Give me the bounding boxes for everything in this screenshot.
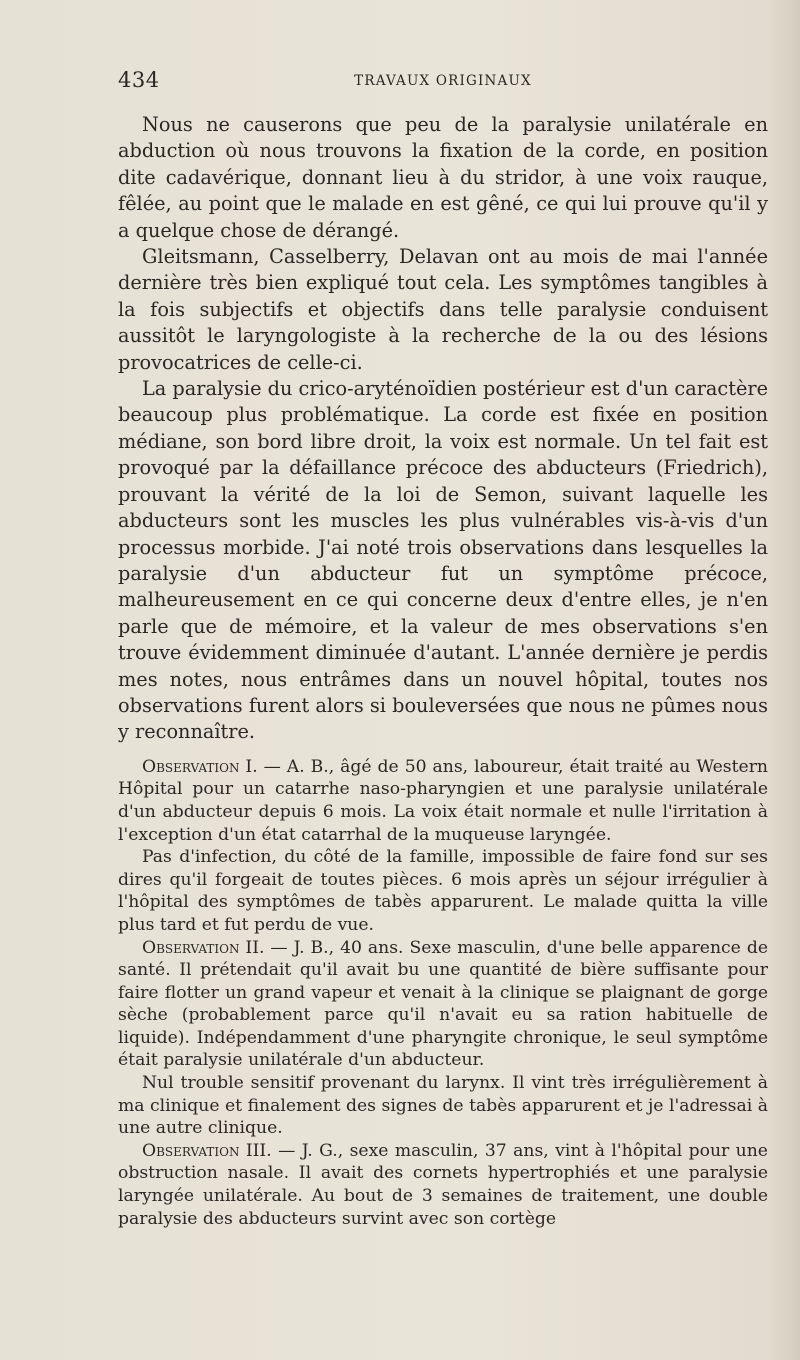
paragraph: Gleitsmann, Casselberry, Delavan ont au mois de mai l'année dernière très bien expliqué tout cela. Les symptômes tangibles à la fois subjectifs et objectifs dans telle paralysie conduisent aussitôt le laryngologiste à la recherche de la ou des lésions provocatrices de celle-ci. [118, 245, 768, 374]
observations-section [118, 756, 768, 1230]
observation-paragraph [118, 846, 768, 936]
observation-paragraph [118, 1072, 768, 1140]
running-title: TRAVAUX ORIGINAUX [354, 73, 532, 89]
observation-text: Pas d'infection, du côté de la famille, impossible de faire fond sur ses dires qu'il forgeait de toutes pièces. 6 mois après un séjour irrégulier à l'hôpital des symptômes de tabès apparurent. Le malade quitta la ville plus tard et fut perdu de vue. [118, 847, 768, 935]
observation-text: Nul trouble sensitif provenant du larynx. Il vint très irrégulièrement à ma clinique et finalement des signes de tabès apparurent et je l'adressai à une autre clinique. [118, 1073, 768, 1139]
observation-text: — A. B., âgé de 50 ans, laboureur, était traité au Western Hôpital pour un catarrhe naso-pharyngien et une paralysie unilatérale d'un abducteur depuis 6 mois. La voix était normale et nulle l'irritation à l'exception d'un état catarrhal de la muqueuse laryngée. [118, 756, 768, 845]
paragraph: Nous ne causerons que peu de la paralysie unilatérale en abduction où nous trouvons la fixation de la corde, en position dite cadavérique, donnant lieu à du stridor, à une voix rauque, fêlée, au point que le malade en est gêné, ce qui lui prouve qu'il y a quelque chose de dérangé. [118, 113, 768, 242]
observation-paragraph [118, 937, 768, 1073]
body-text [118, 112, 768, 1230]
paragraph: La paralysie du crico-aryténoïdien postérieur est d'un caractère beaucoup plus problématique. La corde est fixée en position médiane, son bord libre droit, la voix est normale. Un tel fait est provoqué par la défaillance précoce des abducteurs (Friedrich), prouvant la vérité de la loi de Semon, suivant laquelle les abducteurs sont les muscles les plus vulnérables vis-à-vis d'un processus morbide. J'ai noté trois observations dans lesquelles la paralysie d'un abducteur fut un symptôme précoce, malheureusement en ce qui concerne deux d'entre elles, je n'en parle que de mémoire, et la valeur de mes observations s'en trouve évidemment diminuée d'autant. L'année dernière je perdis mes notes, nous entrâmes dans un nouvel hôpital, toutes nos observations furent alors si bouleversées que nous ne pûmes nous y reconnaître. [118, 377, 769, 744]
page-number: 434 [118, 68, 160, 92]
observation-label: Observation I. [142, 756, 258, 777]
observation-label: Observation II. [142, 937, 265, 958]
observation-label: Observation III. [142, 1140, 272, 1161]
observation-text: — J. B., 40 ans. Sexe masculin, d'une belle apparence de santé. Il prétendait qu'il avait bu une quantité de bière suffisante pour faire flotter un grand vapeur et venait à la clinique se plaignant de gorge sèche (probablement parce qu'il n'avait eu sa ration habituelle de liquide). Indépendamment d'une pharyngite chronique, le seul symptôme était paralysie unilatérale d'un abducteur. [118, 937, 768, 1071]
observation-text: — J. G., sexe masculin, 37 ans, vint à l'hôpital pour une obstruction nasale. Il avait des cornets hypertrophiés et une paralysie laryngée unilatérale. Au bout de 3 semaines de traitement, une double paralysie des abducteurs survint avec son cortège [118, 1140, 768, 1229]
main-text [118, 112, 768, 746]
observation-paragraph [118, 756, 768, 846]
observation-paragraph [118, 1140, 768, 1230]
page-header [118, 68, 768, 98]
